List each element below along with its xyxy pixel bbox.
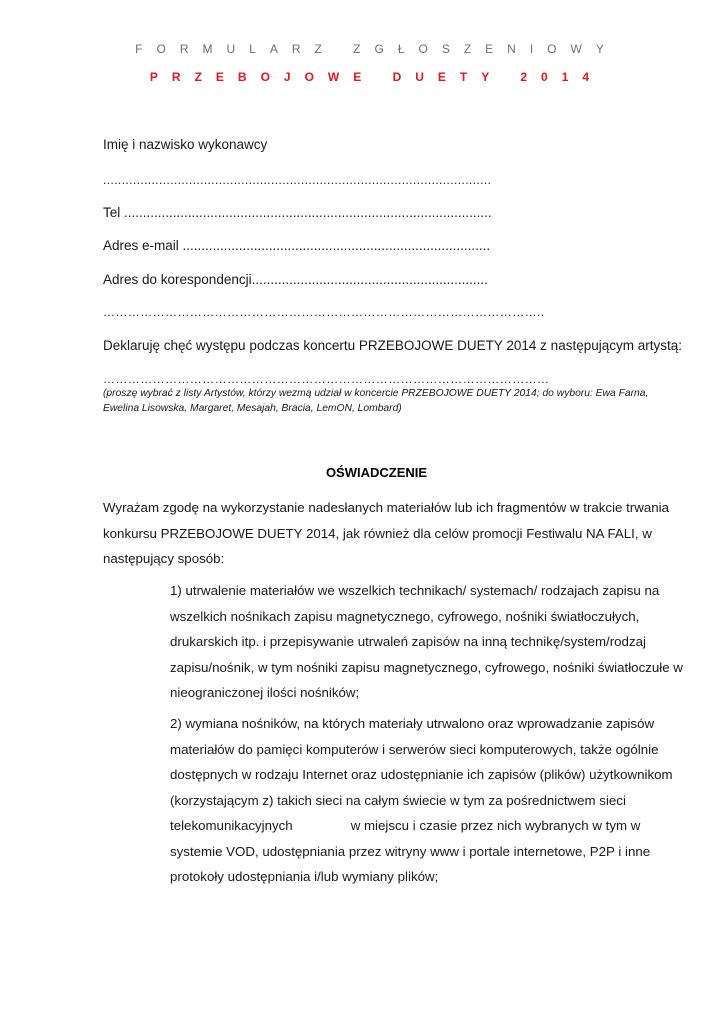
consent-item-2 bbox=[170, 711, 673, 890]
name-label: Imię i nazwisko wykonawcy bbox=[103, 137, 268, 152]
consent-item-1 bbox=[170, 578, 683, 706]
statement-heading: OŚWIADCZENIE bbox=[325, 465, 428, 480]
paragraph-line: konkursu PRZEBOJOWE DUETY 2014, jak również dla celów promocji Festiwalu NA FALI, w bbox=[103, 525, 652, 541]
paragraph-line: Wyrażam zgodę na wykorzystanie nadesłanych materiałów lub ich fragmentów w trakcie trwania bbox=[103, 500, 669, 515]
paragraph-line: 2) wymiana nośników, na których materiały utrwalono oraz wprowadzanie zapisów bbox=[170, 716, 655, 731]
email-field[interactable]: Adres e-mail .................................................................................. bbox=[103, 238, 491, 253]
line-start: telekomunikacyjnych bbox=[170, 818, 293, 833]
address-field[interactable]: Adres do korespondencji............................................................... bbox=[103, 272, 488, 287]
form-title: FORMULARZ ZGŁOSZENIOWY bbox=[135, 42, 618, 56]
paragraph-line: protokoły udostępniania i/lub wymiany plików; bbox=[170, 869, 439, 884]
consent-paragraph bbox=[103, 495, 669, 572]
paragraph-line bbox=[170, 813, 650, 839]
address-field-continued[interactable]: …………………………………………………………………………………………….. bbox=[103, 305, 545, 319]
paragraph-line: systemie VOD, udostępniania przez witryny www i portale internetowe, P2P i inne bbox=[170, 843, 651, 859]
name-field[interactable]: ........................................................................................................ bbox=[103, 173, 492, 187]
event-title: PRZEBOJOWE DUETY 2014 bbox=[149, 70, 604, 84]
tel-field[interactable]: Tel .................................................................................................. bbox=[103, 205, 492, 220]
paragraph-line: 1) utrwalenie materiałów we wszelkich technikach/ systemach/ rodzajach zapisu na bbox=[170, 583, 660, 598]
paragraph-line: materiałów do pamięci komputerów i serwerów sieci komputerowych, także ogólnie bbox=[170, 741, 659, 757]
artist-note-line: Ewelina Lisowska, Margaret, Mesajah, Bracia, LemON, Lombard) bbox=[103, 403, 402, 414]
artist-note-line: (proszę wybrać z listy Artystów, którzy wezmą udział w koncercie PRZEBOJOWE DUETY 2014; do wyboru: Ewa Farna, bbox=[103, 388, 649, 399]
declaration-text: Deklaruję chęć występu podczas koncertu PRZEBOJOWE DUETY 2014 z następującym artystą: bbox=[103, 338, 682, 353]
paragraph-line: dostępnych w rodzaju Internet oraz udostępnianie ich zapisów (plików) użytkownikom bbox=[170, 767, 673, 782]
paragraph-line: zapisu/nośnik, w tym nośniki zapisu magnetycznego, cyfrowego, nośniki światłoczułe w bbox=[170, 659, 683, 675]
artist-field[interactable]: ……………………………………………………………………………………………… bbox=[103, 372, 550, 386]
paragraph-line: drukarskich itp. i przepisywanie utrwaleń zapisów na inną technikę/system/rodzaj bbox=[170, 634, 646, 649]
paragraph-line: nieograniczonej ilości nośników; bbox=[170, 685, 360, 700]
paragraph-line: wszelkich nośnikach zapisu magnetycznego, cyfrowego, nośniki światłoczułych, bbox=[170, 608, 640, 624]
paragraph-line: następujący sposób: bbox=[103, 551, 225, 566]
artist-note bbox=[103, 386, 649, 416]
paragraph-line: (korzystającym z) takich sieci na całym świecie w tym za pośrednictwem sieci bbox=[170, 792, 626, 808]
line-end: w miejscu i czasie przez nich wybranych w tym w bbox=[350, 818, 641, 833]
